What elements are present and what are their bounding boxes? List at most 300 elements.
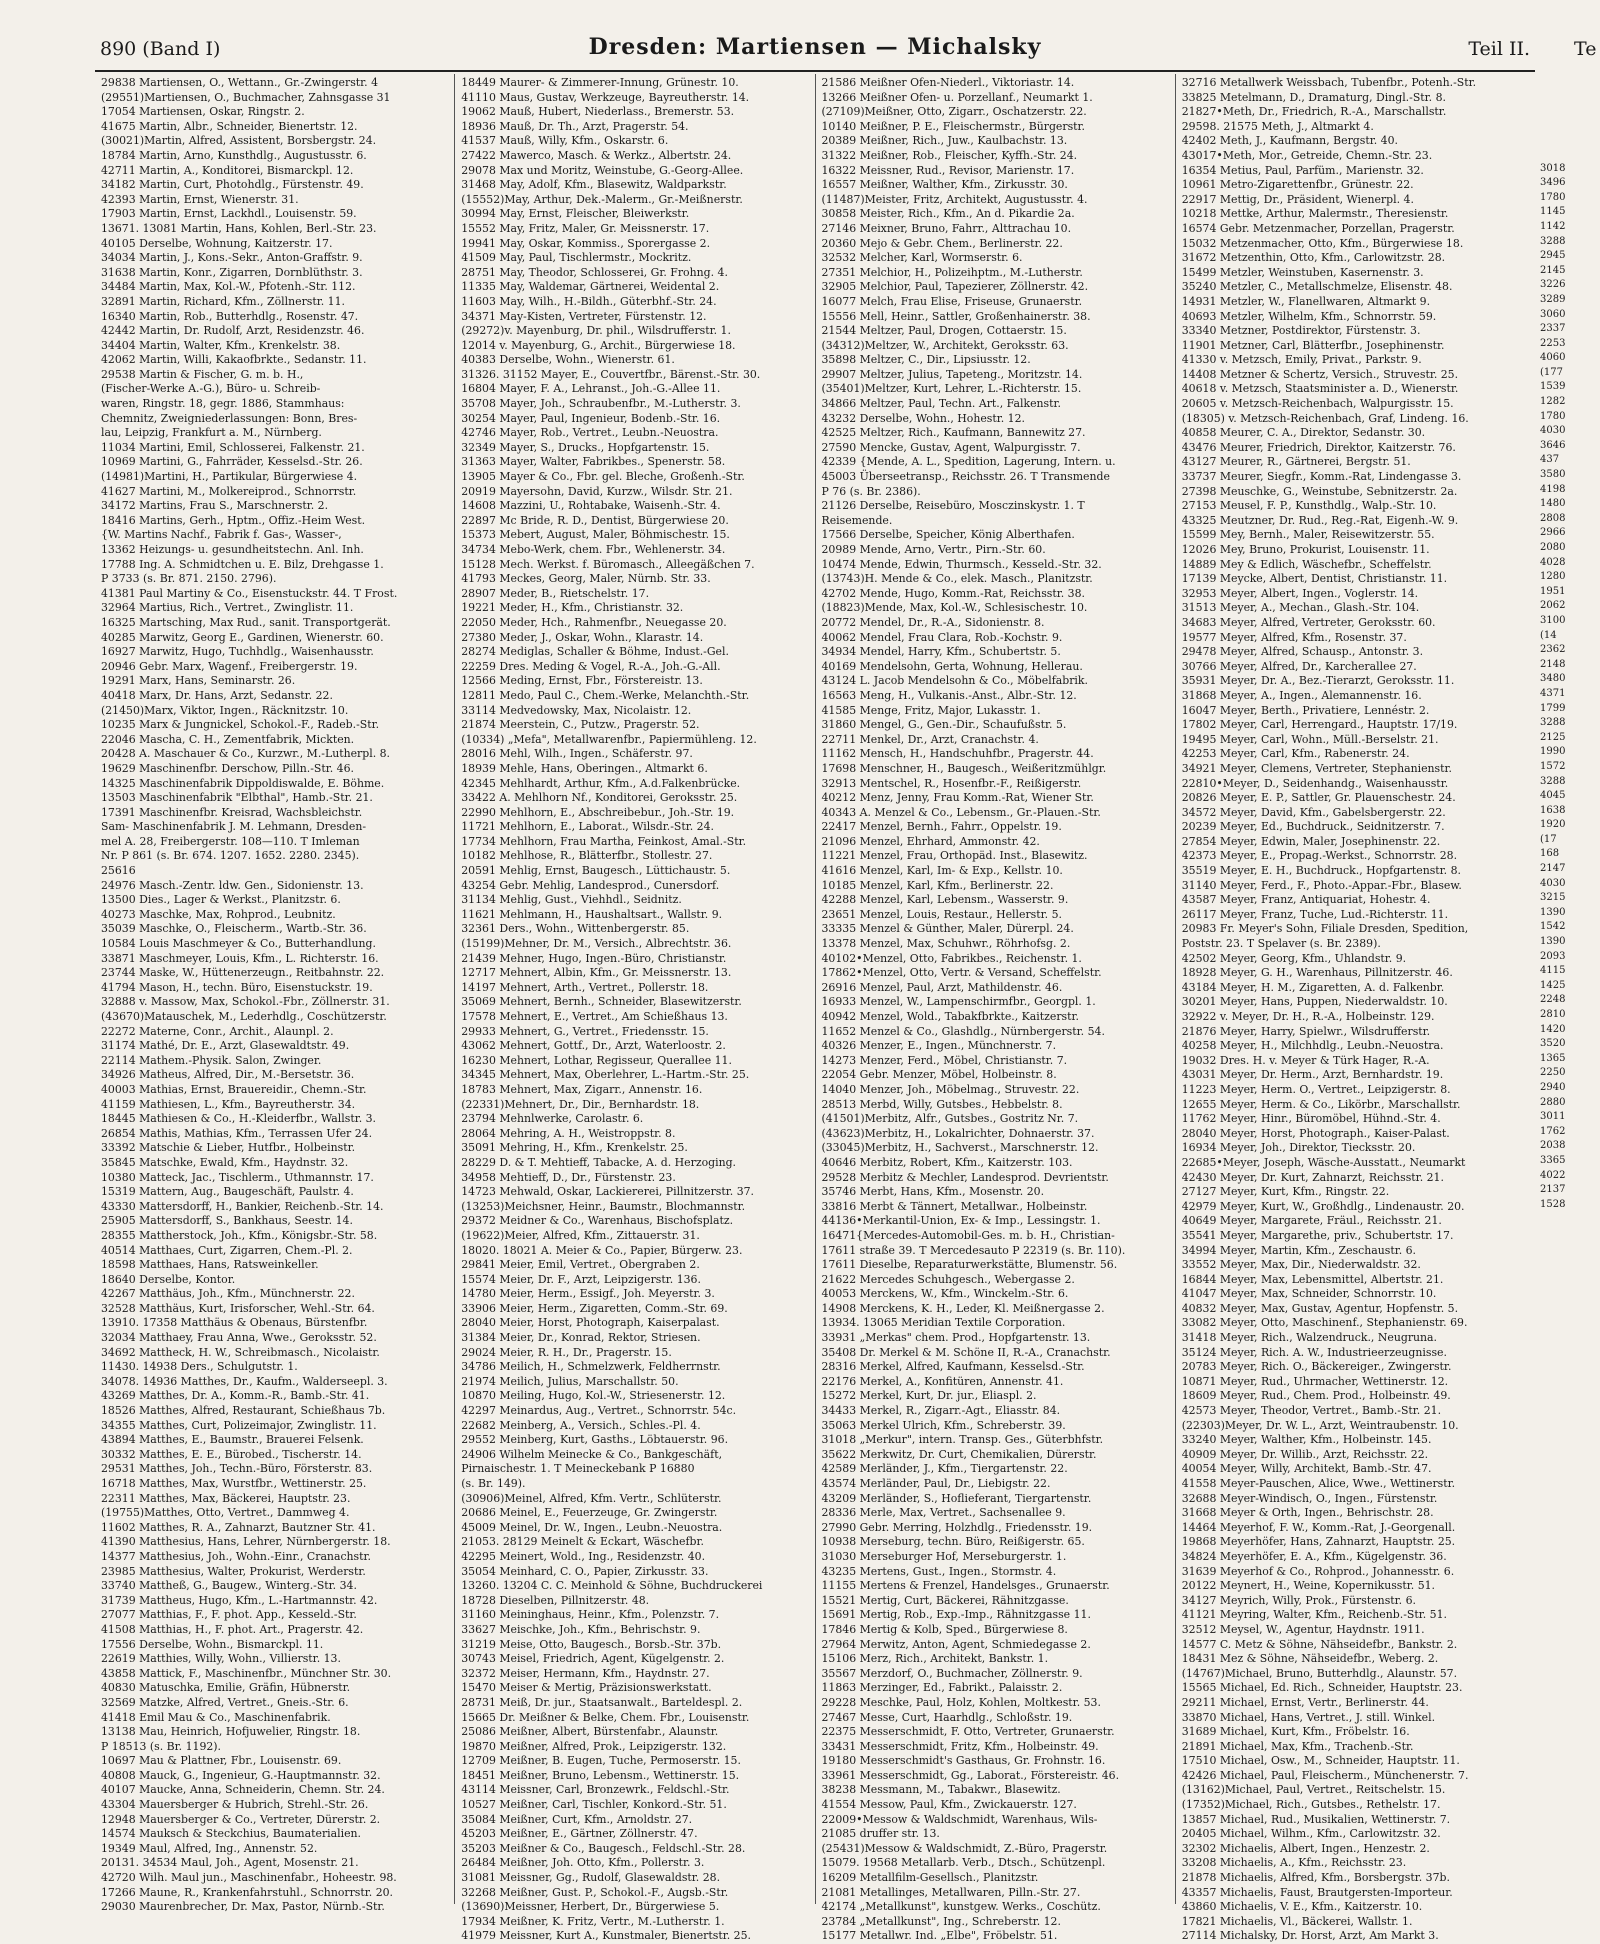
- directory-entry: 41558 Meyer-Pauschen, Alice, Wwe., Wettinerstr.: [1181, 1477, 1456, 1490]
- directory-entry: 14464 Meyerhof, F. W., Komm.-Rat, J.-Georgenall.: [1181, 1520, 1456, 1534]
- directory-entry: 18598 Matthaes, Hans, Ratsweinkeller.: [101, 1258, 319, 1272]
- page-number: 890 (Band I): [100, 38, 221, 60]
- directory-entry: 27380 Meder, J., Oskar, Wohn., Klarastr. 14.: [461, 630, 704, 644]
- directory-entry: 15556 Mell, Heinr., Sattler, Großenhainerstr. 38.: [821, 309, 1091, 323]
- directory-entry: 32891 Martin, Richard, Kfm., Zöllnerstr. 11.: [101, 294, 345, 308]
- edge-entry: [1540, 89, 1600, 104]
- directory-entry: (27109)Meißner, Otto, Zigarr., Oschatzerstr. 22.: [821, 105, 1087, 119]
- edge-entry: 3100: [1540, 614, 1566, 626]
- directory-entry: 17578 Mehnert, E., Vertret., Am Schießhaus 13.: [461, 1010, 728, 1023]
- directory-entry: 40858 Meurer, C. A., Direktor, Sedanstr. 30.: [1181, 426, 1426, 440]
- directory-entry: 22685•Meyer, Joseph, Wäsche-Ausstatt., Neumarkt: [1181, 1155, 1466, 1169]
- directory-entry: 40053 Merckens, W., Kfm., Winckelm.-Str. 6.: [821, 1287, 1069, 1301]
- directory-entry: 22054 Gebr. Menzer, Möbel, Holbeinstr. 8.: [821, 1068, 1057, 1082]
- directory-entry: 35063 Merkel Ulrich, Kfm., Schreberstr. 39.: [821, 1418, 1066, 1432]
- directory-entry: 31513 Meyer, A., Mechan., Glash.-Str. 104.: [1181, 601, 1420, 615]
- directory-entry: 43269 Matthes, Dr. A., Komm.-R., Bamb.-Str. 41.: [101, 1389, 370, 1403]
- directory-entry: 11652 Menzel & Co., Glashdlg., Nürnbergerstr. 54.: [821, 1024, 1105, 1038]
- directory-entry: 29030 Maurenbrecher, Dr. Max, Pastor, Nürnb.-Str.: [101, 1900, 385, 1914]
- directory-entry: 20591 Mehlig, Ernst, Baugesch., Lüttichaustr. 5.: [461, 864, 731, 878]
- directory-entry: 27398 Meuschke, G., Weinstube, Sebnitzerstr. 2a.: [1181, 484, 1458, 498]
- directory-entry: (19622)Meier, Alfred, Kfm., Zittauerstr. 31.: [461, 1228, 700, 1242]
- directory-entry: 12717 Mehnert, Albin, Kfm., Gr. Meissnerstr. 13.: [461, 966, 732, 980]
- directory-entry: 31174 Mathé, Dr. E., Arzt, Glasewaldtstr. 49.: [101, 1039, 350, 1053]
- directory-entry: 23794 Mehnlwerke, Carolastr. 6.: [461, 1112, 644, 1126]
- directory-column-1: [95, 74, 455, 1914]
- directory-entry: 18609 Meyer, Rud., Chem. Prod., Holbeinstr. 49.: [1181, 1389, 1451, 1403]
- directory-entry: 42711 Martin, A., Konditorei, Bismarckpl. 12.: [101, 163, 354, 177]
- edge-entry: 3480: [1540, 673, 1566, 685]
- edge-entry: 2145: [1540, 264, 1566, 276]
- directory-entry: 21876 Meyer, Harry, Spielwr., Wilsdrufferstr.: [1181, 1024, 1431, 1038]
- edge-entry: 168: [1540, 848, 1560, 860]
- directory-entry: 29078 Max und Moritz, Weinstube, G.-Georg-Allee.: [461, 163, 744, 177]
- edge-entry: 2810: [1540, 1009, 1566, 1020]
- directory-entry: 29538 Martin & Fischer, G. m. b. H.,: [101, 367, 304, 381]
- directory-entry: 10961 Metro-Zigarettenfbr., Grünestr. 22.: [1181, 178, 1414, 192]
- directory-entry: 12709 Meißner, B. Eugen, Tuche, Permoserstr. 15.: [461, 1754, 741, 1768]
- directory-entry: (22303)Meyer, Dr. W. L., Arzt, Weintraubenstr. 10.: [1181, 1418, 1459, 1432]
- edge-entry: 2062: [1540, 600, 1566, 612]
- directory-entry: 40105 Derselbe, Wohnung, Kaitzerstr. 17.: [101, 236, 333, 250]
- edge-entry: 2148: [1540, 658, 1566, 670]
- directory-entry: 29531 Matthes, Joh., Techn.-Büro, Försterstr. 83.: [101, 1462, 373, 1476]
- edge-entry: 1542: [1540, 921, 1566, 933]
- directory-entry: Nr. P 861 (s. Br. 674. 1207. 1652. 2280. 2345).: [101, 849, 360, 863]
- page-title: Dresden: Martiensen — Michalsky: [588, 34, 1042, 60]
- edge-entry: 3018: [1540, 162, 1566, 174]
- directory-entry: 35124 Meyer, Rich. A. W., Industrieerzeugnisse.: [1181, 1345, 1447, 1359]
- edge-entry: 2147: [1540, 863, 1566, 875]
- edge-entry: 1990: [1540, 746, 1566, 758]
- directory-entry: P 76 (s. Br. 2386).: [821, 484, 921, 498]
- directory-columns: [95, 74, 1535, 1943]
- directory-entry: 43330 Mattersdorff, H., Bankier, Reichenb.-Str. 14.: [101, 1199, 384, 1213]
- directory-entry: 42426 Michael, Paul, Fleischerm., Münchenerstr. 7.: [1181, 1768, 1469, 1782]
- directory-entry: 34683 Meyer, Alfred, Vertreter, Geroksstr. 60.: [1181, 615, 1436, 629]
- directory-entry: 19629 Maschinenfbr. Derschow, Pilln.-Str. 46.: [101, 761, 354, 775]
- directory-entry: 13138 Mau, Heinrich, Hofjuwelier, Ringstr. 18.: [101, 1725, 361, 1739]
- directory-entry: 29228 Meschke, Paul, Holz, Kohlen, Moltkestr. 53.: [821, 1695, 1101, 1709]
- directory-entry: 32888 v. Massow, Max, Schokol.-Fbr., Zöllnerstr. 31.: [101, 995, 390, 1009]
- edge-entry: 3215: [1540, 892, 1566, 904]
- directory-entry: 34734 Mebo-Werk, chem. Fbr., Wehlenerstr. 34.: [461, 543, 726, 556]
- directory-entry: 40285 Marwitz, Georg E., Gardinen, Wienerstr. 60.: [101, 630, 384, 644]
- edge-entry: 3288: [1540, 235, 1566, 247]
- directory-entry: 42746 Mayer, Rob., Vertret., Leubn.-Neuostra.: [461, 426, 719, 440]
- directory-entry: (18305) v. Metzsch-Reichenbach, Graf, Lindeng. 16.: [1181, 411, 1469, 425]
- directory-entry: 45003 Überseetransp., Reichsstr. 26. T Transmende: [821, 470, 1110, 484]
- directory-entry: 40418 Marx, Dr. Hans, Arzt, Sedanstr. 22.: [101, 688, 333, 702]
- directory-entry: 34934 Mendel, Harry, Kfm., Schubertstr. 5.: [821, 645, 1061, 659]
- directory-entry: 31219 Meise, Otto, Baugesch., Borsb.-Str. 37b.: [461, 1637, 722, 1651]
- directory-entry: 16933 Menzel, W., Lampenschirmfbr., Georgpl. 1.: [821, 995, 1096, 1009]
- directory-entry: 33931 „Merkas" chem. Prod., Hopfgartenstr. 13.: [821, 1331, 1091, 1345]
- edge-entry: 2080: [1540, 542, 1566, 553]
- directory-entry: 33082 Meyer, Otto, Maschinenf., Stephanienstr. 69.: [1181, 1316, 1468, 1330]
- directory-entry: 13934. 13065 Meridian Textile Corporation.: [821, 1316, 1066, 1330]
- directory-entry: 31418 Meyer, Rich., Walzendruck., Neugruna.: [1181, 1331, 1438, 1345]
- next-page-edge-label: Te: [1574, 38, 1597, 60]
- edge-entry: 2250: [1540, 1067, 1566, 1079]
- directory-entry: 40258 Meyer, H., Milchhdlg., Leubn.-Neuostra.: [1181, 1039, 1444, 1053]
- directory-entry: 33870 Michael, Hans, Vertret., J. still. Winkel.: [1181, 1710, 1436, 1724]
- directory-entry: 21622 Mercedes Schuhgesch., Webergasse 2.: [821, 1272, 1075, 1286]
- directory-entry: 11603 May, Wilh., H.-Bildh., Güterbhf.-Str. 24.: [461, 294, 717, 308]
- directory-entry: 10474 Mende, Edwin, Thurmsch., Kesseld.-Str. 32.: [821, 557, 1102, 571]
- directory-entry: 33906 Meier, Herm., Zigaretten, Comm.-Str. 69.: [461, 1301, 728, 1315]
- directory-entry: 23744 Maske, W., Hüttenerzeugn., Reitbahnstr. 22.: [101, 966, 385, 980]
- directory-entry: 33114 Medvedowsky, Max, Nicolaistr. 12.: [461, 703, 692, 717]
- directory-entry: 15373 Mebert, August, Maler, Böhmischestr. 15.: [461, 528, 730, 542]
- directory-entry: (21450)Marx, Viktor, Ingen., Räcknitzstr. 10.: [101, 703, 349, 717]
- directory-entry: (19755)Matthes, Otto, Vertret., Dammweg 4.: [101, 1506, 350, 1520]
- directory-entry: 34484 Martin, Max, Kol.-W., Pfotenh.-Str. 112.: [101, 280, 356, 294]
- directory-entry: 16077 Melch, Frau Elise, Friseuse, Grunaerstr.: [821, 294, 1083, 308]
- directory-entry: 15470 Meiser & Mertig, Präzisionswerkstatt.: [461, 1681, 712, 1695]
- directory-entry: 15032 Metzenmacher, Otto, Kfm., Bürgerwiese 18.: [1181, 236, 1464, 250]
- directory-entry: 14377 Matthesius, Joh., Wohn.-Einr., Cranachstr.: [101, 1549, 371, 1563]
- directory-entry: 18939 Mehle, Hans, Oberingen., Altmarkt 6.: [461, 761, 708, 775]
- directory-entry: 16934 Meyer, Joh., Direktor, Tiecksstr. 20.: [1181, 1141, 1416, 1155]
- directory-entry: 13671. 13081 Martin, Hans, Kohlen, Berl.-Str. 23.: [101, 221, 377, 235]
- directory-column-2: [455, 74, 815, 1943]
- edge-entry: 1638: [1540, 804, 1566, 816]
- directory-entry: 21544 Meltzer, Paul, Drogen, Cottaerstr. 15.: [821, 324, 1067, 338]
- edge-entry: 3289: [1540, 293, 1566, 305]
- directory-entry: 11155 Mertens & Frenzel, Handelsges., Grunaerstr.: [821, 1579, 1110, 1593]
- directory-entry: 31030 Merseburger Hof, Merseburgerstr. 1.: [821, 1549, 1067, 1563]
- directory-entry: 18640 Derselbe, Kontor.: [101, 1272, 236, 1286]
- edge-entry: 1420: [1540, 1023, 1566, 1035]
- directory-entry: 14723 Mehwald, Oskar, Lackiererei, Pillnitzerstr. 37.: [461, 1185, 755, 1199]
- directory-entry: 16574 Gebr. Metzenmacher, Porzellan, Pragerstr.: [1181, 221, 1455, 235]
- directory-entry: 16927 Marwitz, Hugo, Tuchhdlg., Waisenhausstr.: [101, 645, 374, 659]
- directory-column-4: [1176, 74, 1535, 1943]
- directory-entry: 20826 Meyer, E. P., Sattler, Gr. Plauenschestr. 24.: [1181, 791, 1456, 805]
- directory-entry: 35091 Mehring, H., Kfm., Krenkelstr. 25.: [461, 1141, 688, 1155]
- directory-entry: 42288 Menzel, Karl, Lebensm., Wasserstr. 9.: [821, 893, 1069, 907]
- directory-entry: 43254 Gebr. Mehlig, Landesprod., Cunersdorf.: [461, 878, 720, 892]
- directory-entry: 42573 Meyer, Theodor, Vertret., Bamb.-Str. 21.: [1181, 1404, 1442, 1418]
- directory-entry: 34926 Matheus, Alfred, Dir., M.-Bersetstr. 36.: [101, 1068, 355, 1082]
- directory-entry: (14767)Michael, Bruno, Butterhdlg., Alaunstr. 57.: [1181, 1666, 1458, 1680]
- directory-entry: 40062 Mendel, Frau Clara, Rob.-Kochstr. 9.: [821, 630, 1063, 644]
- directory-entry: 33431 Messerschmidt, Fritz, Kfm., Holbeinstr. 49.: [821, 1739, 1099, 1753]
- directory-entry: 34355 Matthes, Curt, Polizeimajor, Zwinglistr. 11.: [101, 1418, 377, 1432]
- directory-entry: 35541 Meyer, Margarethe, priv., Schubertstr. 17.: [1181, 1228, 1454, 1242]
- directory-entry: 21096 Menzel, Ehrhard, Ammonstr. 42.: [821, 834, 1040, 848]
- directory-entry: 10140 Meißner, P. E., Fleischermstr., Bürgerstr.: [821, 119, 1086, 133]
- directory-entry: 34994 Meyer, Martin, Kfm., Zeschaustr. 6.: [1181, 1243, 1417, 1257]
- directory-entry: 10871 Meyer, Rud., Uhrmacher, Wettinerstr. 12.: [1181, 1374, 1449, 1388]
- directory-entry: 33335 Menzel & Günther, Maler, Dürerpl. 24.: [821, 922, 1074, 936]
- directory-entry: 41110 Maus, Gustav, Werkzeuge, Bayreutherstr. 14.: [461, 90, 750, 104]
- directory-entry: 21081 Metallinges, Metallwaren, Pilln.-Str. 27.: [821, 1885, 1081, 1899]
- directory-entry: 16804 Mayer, F. A., Lehranst., Joh.-G.-Allee 11.: [461, 382, 721, 396]
- directory-entry: 41554 Messow, Paul, Kfm., Zwickauerstr. 127.: [821, 1798, 1077, 1812]
- directory-entry: 43062 Mehnert, Gottf., Dr., Arzt, Waterloostr. 2.: [461, 1039, 726, 1053]
- directory-entry: 42339 {Mende, A. L., Spedition, Lagerung, Intern. u.: [821, 455, 1116, 469]
- directory-column-3: [816, 74, 1176, 1943]
- directory-entry: 23985 Matthesius, Walter, Prokurist, Werderstr.: [101, 1564, 366, 1578]
- edge-entry: 2808: [1540, 512, 1566, 524]
- directory-entry: 22114 Mathem.-Physik. Salon, Zwinger.: [101, 1053, 322, 1067]
- directory-entry: 11602 Matthes, R. A., Zahnarzt, Bautzner Str. 41.: [101, 1520, 376, 1534]
- directory-entry: 28229 D. & T. Mehtieff, Tabacke, A. d. Herzoging.: [461, 1155, 737, 1169]
- directory-entry: 16230 Mehnert, Lothar, Regisseur, Queralleе 11.: [461, 1053, 732, 1067]
- directory-entry: 43127 Meurer, R., Gärtnerei, Bergstr. 51.: [1181, 455, 1411, 469]
- directory-entry: 35567 Merzdorf, O., Buchmacher, Zöllnerstr. 9.: [821, 1666, 1083, 1680]
- directory-entry: 31322 Meißner, Rob., Fleischer, Kyffh.-Str. 24.: [821, 148, 1078, 162]
- directory-entry: 23784 „Metallkunst", Ing., Schreberstr. 12.: [821, 1914, 1061, 1928]
- directory-entry: 17510 Michael, Osw., M., Schneider, Hauptstr. 11.: [1181, 1754, 1460, 1768]
- directory-entry: waren, Ringstr. 18, gegr. 1886, Stammhaus:: [101, 397, 345, 411]
- edge-entry: 1390: [1540, 936, 1566, 948]
- directory-entry: 33240 Meyer, Walther, Kfm., Holbeinstr. 145.: [1181, 1433, 1432, 1447]
- directory-entry: 34786 Meilich, H., Schmelzwerk, Feldherrnstr.: [461, 1360, 721, 1374]
- directory-entry: 34692 Mattheck, H. W., Schreibmasch., Nicolaistr.: [101, 1345, 380, 1359]
- directory-entry: 40514 Matthaes, Curt, Zigarren, Chem.-Pl. 2.: [101, 1243, 353, 1257]
- directory-entry: (41501)Merbitz, Alfr., Gutsbes., Gostritz Nr. 7.: [821, 1112, 1079, 1126]
- directory-entry: 14889 Mey & Edlich, Wäschefbr., Scheffelstr.: [1181, 557, 1432, 571]
- directory-entry: (13690)Meissner, Herbert, Dr., Bürgerwiese 5.: [461, 1900, 720, 1914]
- edge-entry: 437: [1540, 454, 1560, 466]
- directory-entry: 24976 Masch.-Zentr. ldw. Gen., Sidonienstr. 13.: [101, 878, 364, 892]
- directory-entry: 22990 Mehlhorn, E., Abschreibebur., Joh.-Str. 19.: [461, 805, 735, 819]
- directory-entry: 31672 Metzenthin, Otto, Kfm., Carlowitzstr. 28.: [1181, 251, 1446, 265]
- edge-entry: 3496: [1540, 177, 1566, 189]
- directory-entry: 32569 Matzke, Alfred, Vertret., Gneis.-Str. 6.: [101, 1695, 349, 1709]
- directory-entry: 40646 Merbitz, Robert, Kfm., Kaitzerstr. 103.: [821, 1155, 1073, 1169]
- directory-entry: 18526 Matthes, Alfred, Restaurant, Schießhaus 7b.: [101, 1404, 386, 1418]
- directory-entry: (13253)Meichsner, Heinr., Baumstr., Blochmannstr.: [461, 1199, 746, 1213]
- directory-entry: 20239 Meyer, Ed., Buchdruck., Seidnitzerstr. 7.: [1181, 820, 1445, 834]
- directory-entry: 41509 May, Paul, Tischlermstr., Mockritz.: [461, 251, 692, 265]
- directory-entry: 13362 Heizungs- u. gesundheitstechn. Anl. Inh.: [101, 543, 364, 556]
- directory-entry: 12014 v. Mayenburg, G., Archit., Bürgerwiese 18.: [461, 338, 736, 352]
- directory-entry: P 18513 (s. Br. 1192).: [101, 1739, 222, 1753]
- directory-entry: 18928 Meyer, G. H., Warenhaus, Pillnitzerstr. 46.: [1181, 966, 1453, 980]
- directory-entry: 16718 Matthes, Max, Wurstfbr., Wettinerstr. 25.: [101, 1477, 367, 1490]
- directory-entry: 34345 Mehnert, Max, Oberlehrer, L.-Hartm.-Str. 25.: [461, 1068, 750, 1082]
- directory-entry: 20360 Mejo & Gebr. Chem., Berlinerstr. 22.: [821, 236, 1063, 250]
- directory-entry: {W. Martins Nachf., Fabrik f. Gas-, Wasser-,: [101, 528, 342, 542]
- directory-entry: 17821 Michaelis, Vl., Bäckerei, Wallstr. 1.: [1181, 1914, 1413, 1928]
- directory-entry: 20389 Meißner, Rich., Juw., Kaulbachstr. 13.: [821, 134, 1068, 148]
- directory-entry: 34371 May-Kisten, Vertreter, Fürstenstr. 12.: [461, 309, 707, 323]
- directory-entry: 13905 Mayer & Co., Fbr. gel. Bleche, Großenh.-Str.: [461, 470, 745, 484]
- edge-entry: 1951: [1540, 585, 1566, 597]
- edge-entry: (17: [1540, 833, 1557, 845]
- directory-entry: 28040 Meier, Horst, Photograph, Kaiserpalast.: [461, 1316, 720, 1330]
- directory-entry: 27077 Matthias, F., F. phot. App., Kesseld.-Str.: [101, 1608, 357, 1622]
- directory-entry: 42062 Martin, Willi, Kakaofbrkte., Sedanstr. 11.: [101, 353, 367, 367]
- directory-entry: 33627 Meischke, Joh., Kfm., Behrischstr. 9.: [461, 1622, 701, 1636]
- directory-entry: 31140 Meyer, Ferd., F., Photo.-Appar.-Fbr., Blasew.: [1181, 878, 1462, 892]
- directory-entry: 34824 Meyerhöfer, E. A., Kfm., Kügelgenstr. 36.: [1181, 1549, 1447, 1563]
- directory-entry: 43894 Matthes, E., Baumstr., Brauerei Felsenk.: [101, 1433, 364, 1447]
- directory-entry: 40054 Meyer, Willy, Architekt, Bamb.-Str. 47.: [1181, 1462, 1432, 1476]
- directory-entry: 27990 Gebr. Merring, Holzhdlg., Friedensstr. 19.: [821, 1520, 1093, 1534]
- directory-entry: 43476 Meurer, Friedrich, Direktor, Kaitzerstr. 76.: [1181, 440, 1456, 454]
- directory-entry: 30858 Meister, Rich., Kfm., An d. Pikardie 2a.: [821, 207, 1075, 221]
- directory-entry: 17611 Dieselbe, Reparaturwerkstätte, Blumenstr. 56.: [821, 1258, 1118, 1272]
- directory-entry: 32716 Metallwerk Weissbach, Tubenfbr., Potenh.-Str.: [1181, 76, 1477, 89]
- directory-entry: 11863 Merzinger, Ed., Fabrikt., Palaisstr. 2.: [821, 1681, 1063, 1695]
- directory-entry: 34921 Meyer, Clemens, Vertreter, Stephanienstr.: [1181, 761, 1452, 775]
- edge-entry: 2093: [1540, 950, 1566, 962]
- directory-entry: 16471{Mercedes-Automobil-Ges. m. b. H., Christian-: [821, 1228, 1115, 1242]
- edge-entry: 3060: [1540, 308, 1566, 320]
- directory-entry: 28355 Mattherstock, Joh., Kfm., Königsbr.-Str. 58.: [101, 1228, 378, 1242]
- directory-entry: 45203 Meißner, E., Gärtner, Zöllnerstr. 47.: [461, 1827, 698, 1841]
- edge-entry: 2248: [1540, 994, 1566, 1006]
- directory-entry: 31384 Meier, Dr., Konrad, Rektor, Striesen.: [461, 1331, 701, 1345]
- edge-entry: [1540, 103, 1600, 118]
- directory-entry: 42345 Mehlhardt, Arthur, Kfm., A.d.Falkenbrücke.: [461, 776, 741, 790]
- directory-entry: 16563 Meng, H., Vulkanis.-Anst., Albr.-Str. 12.: [821, 688, 1077, 702]
- edge-entry: (14: [1540, 629, 1557, 641]
- directory-entry: 31868 Meyer, A., Ingen., Alemannenstr. 16.: [1181, 688, 1422, 702]
- directory-entry: (13162)Michael, Paul, Vertret., Reitschelstr. 15.: [1181, 1783, 1446, 1797]
- directory-entry: 34034 Martin, J., Kons.-Sekr., Anton-Graffstr. 9.: [101, 251, 363, 265]
- directory-entry: Reisemende.: [821, 513, 893, 527]
- directory-entry: 31860 Mengel, G., Gen.-Dir., Schaufußstr. 5.: [821, 718, 1067, 732]
- directory-entry: 42267 Matthäus, Joh., Kfm., Münchnerstr. 22.: [101, 1287, 355, 1301]
- directory-entry: 40169 Mendelsohn, Gerta, Wohnung, Hellerau.: [821, 659, 1083, 673]
- directory-entry: 34958 Mehtieff, D., Dr., Fürstenstr. 23.: [461, 1170, 676, 1184]
- directory-entry: 15552 May, Fritz, Maler, Gr. Meissnerstr. 17.: [461, 221, 710, 235]
- directory-entry: 10938 Merseburg, techn. Büro, Reißigerstr. 65.: [821, 1535, 1085, 1549]
- directory-entry: 42979 Meyer, Kurt, W., Großhdlg., Lindenaustr. 20.: [1181, 1199, 1465, 1213]
- directory-entry: 14273 Menzer, Ferd., Möbel, Christianstr. 7.: [821, 1053, 1068, 1067]
- directory-entry: 21085 druffer str. 13.: [821, 1827, 940, 1841]
- directory-entry: 12026 Mey, Bruno, Prokurist, Louisenstr. 11.: [1181, 543, 1430, 556]
- directory-entry: 22050 Meder, Hch., Rahmenfbr., Neuegasse 20.: [461, 615, 727, 629]
- edge-entry: 4115: [1540, 965, 1566, 977]
- directory-entry: 11221 Menzel, Frau, Orthopäd. Inst., Blasewitz.: [821, 849, 1088, 863]
- edge-entry: 1780: [1540, 191, 1566, 203]
- directory-entry: 42297 Meinardus, Aug., Vertret., Schnorrstr. 54c.: [461, 1404, 737, 1418]
- directory-entry: 31134 Mehlig, Gust., Viehhdl., Seidnitz.: [461, 893, 682, 907]
- directory-entry: 33552 Meyer, Max, Dir., Niederwaldstr. 32.: [1181, 1258, 1421, 1272]
- directory-entry: 35519 Meyer, E. H., Buchdruck., Hopfgartenstr. 8.: [1181, 864, 1461, 878]
- directory-entry: 10584 Louis Maschmeyer & Co., Butterhandlung.: [101, 937, 376, 951]
- directory-entry: 10969 Martini, G., Fahrräder, Kesselsd.-Str. 26.: [101, 455, 363, 469]
- directory-entry: (35401)Meltzer, Kurt, Lehrer, L.-Richterstr. 15.: [821, 382, 1082, 396]
- edge-entry: 3520: [1540, 1038, 1566, 1050]
- directory-entry: (s. Br. 149).: [461, 1477, 526, 1490]
- directory-entry: 29598. 21575 Meth, J., Altmarkt 4.: [1181, 119, 1374, 133]
- directory-entry: 27146 Meixner, Bruno, Fahrr., Alttrachau 10.: [821, 221, 1072, 235]
- directory-entry: 28274 Mediglas, Schaller & Böhme, Indust.-Gel.: [461, 645, 729, 659]
- directory-entry: 17802 Meyer, Carl, Herrengard., Hauptstr. 17/19.: [1181, 718, 1458, 732]
- directory-entry: 28336 Merle, Max, Vertret., Sachsenallee 9.: [821, 1506, 1066, 1520]
- edge-entry: 3288: [1540, 717, 1566, 729]
- directory-entry: 15319 Mattern, Aug., Baugeschäft, Paulstr. 4.: [101, 1185, 354, 1199]
- directory-entry: 16844 Meyer, Max, Lebensmittel, Albertstr. 21.: [1181, 1272, 1444, 1286]
- directory-entry: 40343 A. Menzel & Co., Lebensm., Gr.-Plauen.-Str.: [821, 805, 1101, 819]
- directory-entry: 40618 v. Metzsch, Staatsminister a. D., Wienerstr.: [1181, 382, 1459, 396]
- directory-entry: 15665 Dr. Meißner & Belke, Chem. Fbr., Louisenstr.: [461, 1710, 750, 1724]
- directory-entry: 31363 Mayer, Walter, Fabrikbes., Spenerstr. 58.: [461, 455, 726, 469]
- directory-entry: 16047 Meyer, Berth., Privatiere, Lennéstr. 2.: [1181, 703, 1430, 717]
- directory-entry: 22711 Menkel, Dr., Arzt, Cranachstr. 4.: [821, 732, 1039, 746]
- edge-entry: 4028: [1540, 556, 1566, 568]
- directory-entry: 42502 Meyer, Georg, Kfm., Uhlandstr. 9.: [1181, 951, 1407, 965]
- directory-entry: 15574 Meier, Dr. F., Arzt, Leipzigerstr. 136.: [461, 1272, 701, 1286]
- directory-entry: (18823)Mende, Max, Kol.-W., Schlesischestr. 10.: [821, 601, 1088, 615]
- directory-entry: 27114 Michalsky, Dr. Horst, Arzt, Am Markt 3.: [1181, 1929, 1439, 1943]
- directory-entry: 20131. 34534 Maul, Joh., Agent, Mosenstr. 21.: [101, 1856, 359, 1870]
- edge-entry: 1572: [1540, 760, 1566, 772]
- directory-entry: (10334) „Mefa", Metallwarenfbr., Papiermühleng. 12.: [461, 732, 757, 746]
- directory-entry: (30021)Martin, Alfred, Assistent, Borsbergstr. 24.: [101, 134, 377, 148]
- directory-entry: 25086 Meißner, Albert, Bürstenfabr., Alaunstr.: [461, 1725, 719, 1739]
- directory-entry: 30743 Meisel, Friedrich, Agent, Kügelgenstr. 2.: [461, 1652, 725, 1666]
- directory-entry: 17698 Menschner, H., Baugesch., Weißeritzmühlgr.: [821, 761, 1107, 775]
- directory-entry: Sam- Maschinenfabrik J. M. Lehmann, Dresden-: [101, 820, 367, 834]
- directory-entry: 40693 Metzler, Wilhelm, Kfm., Schnorrstr. 59.: [1181, 309, 1437, 323]
- directory-entry: 31739 Mattheus, Hugo, Kfm., L.-Hartmannstr. 42.: [101, 1593, 378, 1607]
- directory-entry: 31638 Martin, Konr., Zigarren, Dornblüthstr. 3.: [101, 265, 363, 279]
- directory-entry: 15499 Metzler, Weinstuben, Kasernenstr. 3.: [1181, 265, 1424, 279]
- directory-entry: 14197 Mehnert, Arth., Vertret., Pollerstr. 18.: [461, 980, 709, 994]
- directory-entry: 41159 Mathiesen, L., Kfm., Bayreutherstr. 34.: [101, 1097, 356, 1111]
- directory-entry: 43209 Merländer, S., Hoflieferant, Tiergartenstr.: [821, 1491, 1092, 1505]
- edge-entry: 1762: [1540, 1125, 1566, 1137]
- directory-entry: 43232 Derselbe, Wohn., Hohestr. 12.: [821, 411, 1026, 425]
- directory-entry: 35084 Meißner, Curt, Kfm., Arnoldstr. 27.: [461, 1812, 693, 1826]
- directory-entry: 17054 Martiensen, Oskar, Ringstr. 2.: [101, 105, 305, 119]
- directory-entry: 31639 Meyerhof & Co., Rohprod., Johannesstr. 6.: [1181, 1564, 1455, 1578]
- directory-entry: 43304 Mauersberger & Hubrich, Strehl.-Str. 26.: [101, 1798, 369, 1812]
- directory-entry: 22682 Meinberg, A., Versich., Schles.-Pl. 4.: [461, 1418, 701, 1432]
- directory-entry: 18445 Mathiesen & Co., H.-Kleiderfbr., Wallstr. 3.: [101, 1112, 377, 1126]
- directory-entry: 41330 v. Metzsch, Emily, Privat., Parkstr. 9.: [1181, 353, 1422, 367]
- directory-entry: 16557 Meißner, Walther, Kfm., Zirkusstr. 30.: [821, 178, 1068, 192]
- directory-entry: 11162 Mensch, H., Handschuhfbr., Pragerstr. 44.: [821, 747, 1094, 761]
- edge-entry: 2125: [1540, 731, 1566, 743]
- directory-entry: 35845 Matschke, Ewald, Kfm., Haydnstr. 32.: [101, 1155, 349, 1169]
- directory-entry: (25431)Messow & Waldschmidt, Z.-Büro, Pragerstr.: [821, 1841, 1108, 1855]
- directory-entry: 28316 Merkel, Alfred, Kaufmann, Kesselsd.-Str.: [821, 1360, 1085, 1374]
- directory-entry: 21439 Mehner, Hugo, Ingen.-Büro, Christianstr.: [461, 951, 727, 965]
- directory-entry: 35054 Meinhard, C. O., Papier, Zirkusstr. 33.: [461, 1564, 709, 1578]
- directory-entry: 28016 Mehl, Wilh., Ingen., Schäferstr. 97.: [461, 747, 693, 761]
- directory-entry: 11223 Meyer, Herm. O., Vertret., Leipzigerstr. 8.: [1181, 1082, 1451, 1096]
- directory-entry: 42253 Meyer, Carl, Kfm., Rabenerstr. 24.: [1181, 747, 1410, 761]
- edge-entry: 2038: [1540, 1140, 1566, 1152]
- directory-entry: 32913 Mentschel, R., Hosenfbr.-F., Reißigerstr.: [821, 776, 1082, 790]
- directory-entry: 28040 Meyer, Horst, Photograph., Kaiser-Palast.: [1181, 1126, 1450, 1140]
- directory-entry: 20919 Mayersohn, David, Kurzw., Wilsdr. Str. 21.: [461, 484, 733, 498]
- directory-entry: 32528 Matthäus, Kurt, Irisforscher, Wehl.-Str. 64.: [101, 1301, 375, 1315]
- directory-entry: 35203 Meißner & Co., Baugesch., Feldschl.-Str. 28.: [461, 1841, 746, 1855]
- directory-entry: 16322 Meissner, Rud., Revisor, Marienstr. 17.: [821, 163, 1075, 177]
- directory-entry: 20983 Fr. Meyer's Sohn, Filiale Dresden, Spedition,: [1181, 922, 1469, 936]
- edge-entry: 1920: [1540, 819, 1566, 831]
- directory-entry: 10235 Marx & Jungnickel, Schokol.-F., Radeb.-Str.: [101, 718, 380, 732]
- directory-entry: 43858 Mattick, F., Maschinenfbr., Münchner Str. 30.: [101, 1666, 392, 1680]
- edge-entry: 1280: [1540, 571, 1566, 583]
- directory-entry: 40830 Matuschka, Emilie, Gräfin, Hübnerstr.: [101, 1681, 351, 1695]
- directory-entry: 30254 Mayer, Paul, Ingenieur, Bodenb.-Str. 16.: [461, 411, 721, 425]
- directory-entry: 25905 Mattersdorff, S., Bankhaus, Seestr. 14.: [101, 1214, 353, 1228]
- directory-entry: 32349 Mayer, S., Drucks., Hopfgartenstr. 15.: [461, 440, 710, 454]
- directory-entry: 15599 Mey, Bernh., Maler, Reisewitzerstr. 55.: [1181, 528, 1435, 542]
